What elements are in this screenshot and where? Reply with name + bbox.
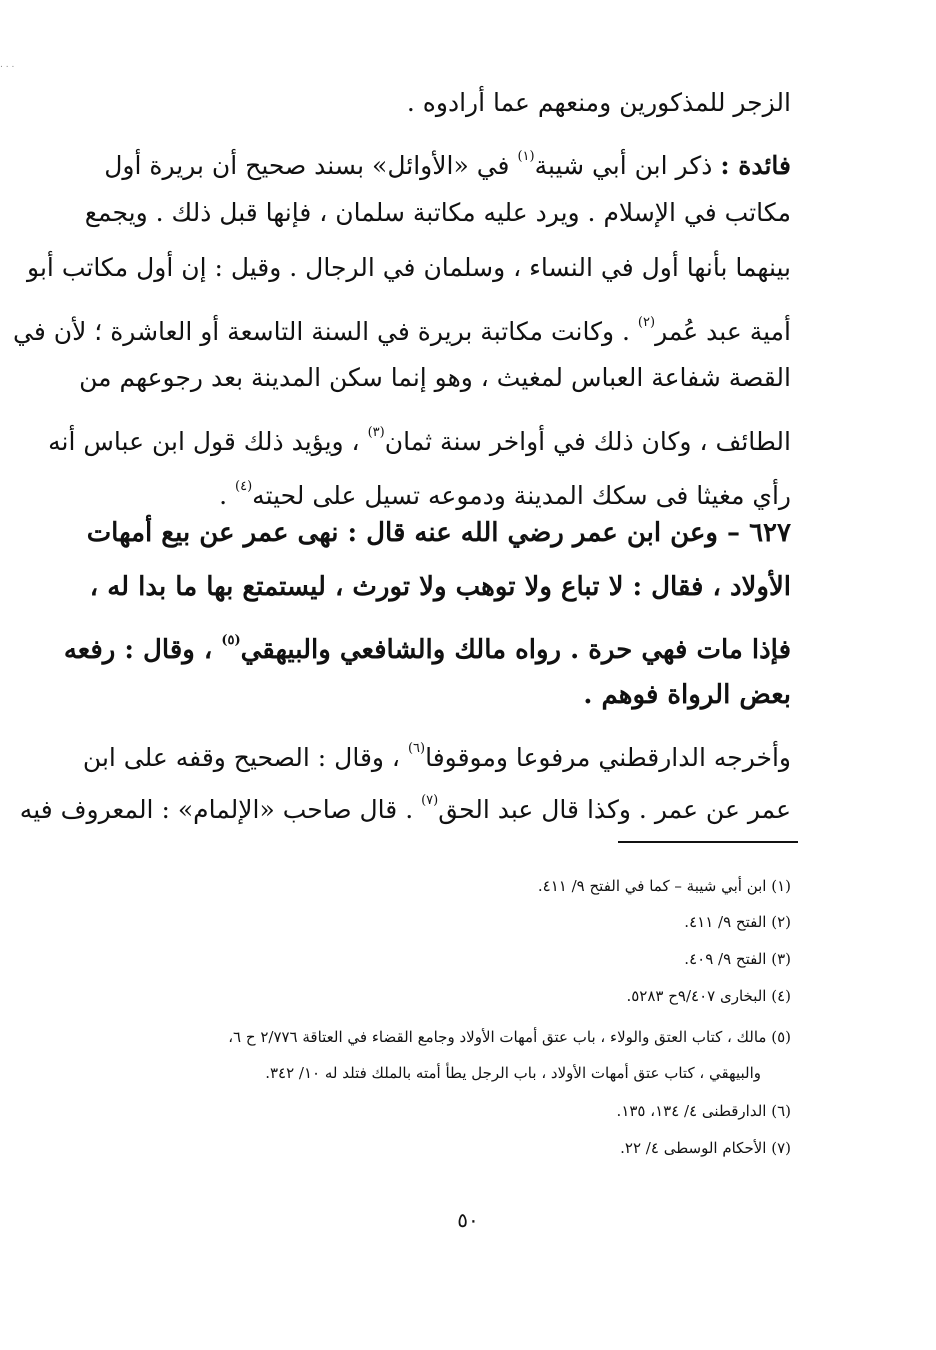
hadith-line-3: فإذا مات فهي حرة . رواه مالك والشافعي والبيهقي$^{(٥)}$ ، وقال : رفعه: [63, 633, 791, 665]
body-line-5: أمية عبد عُمر$^{(٢)}$ . وكانت مكاتبة بريرة في السنة التاسعة أو العاشرة ؛ لأن في: [13, 315, 791, 346]
footnote-2: (٢) الفتح ٩/ ٤١١.: [684, 913, 791, 931]
footnote-7: (٧) الأحكام الوسطى ٤/ ٢٢.: [620, 1139, 791, 1157]
footnote-3: (٣) الفتح ٩/ ٤٠٩.: [684, 950, 791, 968]
body-line-6: القصة شفاعة العباس لمغيث ، وهو إنما سكن المدينة بعد رجوعهم من: [79, 363, 791, 392]
footnote-divider: [618, 841, 798, 843]
hadith-line-4: بعض الرواة فوهم .: [583, 680, 791, 710]
footnote-ref: (٢): [637, 315, 656, 330]
footnote-ref: (٧): [421, 793, 439, 808]
footnote-1: (١) ابن أبي شيبة – كما في الفتح ٩/ ٤١١.: [537, 877, 791, 895]
faida-label: فائدة :: [720, 151, 791, 180]
footnote-ref: (٤): [235, 479, 253, 494]
footnote-ref: (٦): [407, 741, 426, 756]
hadith-line-2: الأولاد ، فقال : لا تباع ولا توهب ولا تورث ، ليستمتع بها ما بدا له ،: [89, 572, 791, 602]
footnote-ref: (٣): [367, 425, 385, 440]
footnote-5-continued: والبيهقي ، كتاب عتق أمهات الأولاد ، باب الرجل يطأ أمته بالملك فتلد له ١٠/ ٣٤٢.: [265, 1064, 761, 1082]
footnote-4: (٤) البخارى ٩/٤٠٧ح ٥٢٨٣.: [626, 987, 791, 1005]
body-line-1: الزجر للمذكورين ومنعهم عما أرادوه .: [406, 88, 791, 117]
body-line-2: فائدة : ذكر ابن أبي شيبة$^{(١)}$ في «الأوائل» بسند صحيح أن بريرة أول: [104, 149, 791, 180]
body-line-4: بينهما بأنها أول في النساء ، وسلمان في الرجال . وقيل : إن أول مكاتب أبو: [27, 253, 791, 282]
hadith-line-1: ٦٢٧ – وعن ابن عمر رضي الله عنه قال : نهى عمر عن بيع أمهات: [86, 518, 791, 548]
tail-line-1: وأخرجه الدارقطني مرفوعا وموقوفا$^{(٦)}$ ، وقال : الصحيح وقفه على ابن: [82, 741, 791, 772]
page-number: ٥٠: [457, 1208, 479, 1232]
footnote-5: (٥) مالك ، كتاب العتق والولاء ، باب عتق أمهات الأولاد وجامع القضاء في العتاقة ٢/٧٧٦ ح ٦،: [228, 1028, 791, 1046]
footnote-ref: (١): [517, 149, 535, 164]
tail-line-2: عمر عن عمر . وكذا قال عبد الحق$^{(٧)}$ . قال صاحب «الإلمام» : المعروف فيه: [19, 793, 791, 824]
body-line-3: مكاتب في الإسلام . ويرد عليه مكاتبة سلمان ، فإنها قبل ذلك . ويجمع: [84, 198, 791, 227]
edge-mark: . . .: [0, 60, 15, 70]
body-line-8: رأي مغيثا فى سكك المدينة ودموعه تسيل على لحيته$^{(٤)}$ .: [219, 479, 791, 510]
footnote-6: (٦) الدارقطنى ٤/ ١٣٤، ١٣٥.: [616, 1102, 791, 1120]
body-line-7: الطائف ، وكان ذلك في أواخر سنة ثمان$^{(٣)}$ ، ويؤيد ذلك قول ابن عباس أنه: [48, 425, 791, 456]
footnote-ref: (٥): [221, 633, 241, 648]
